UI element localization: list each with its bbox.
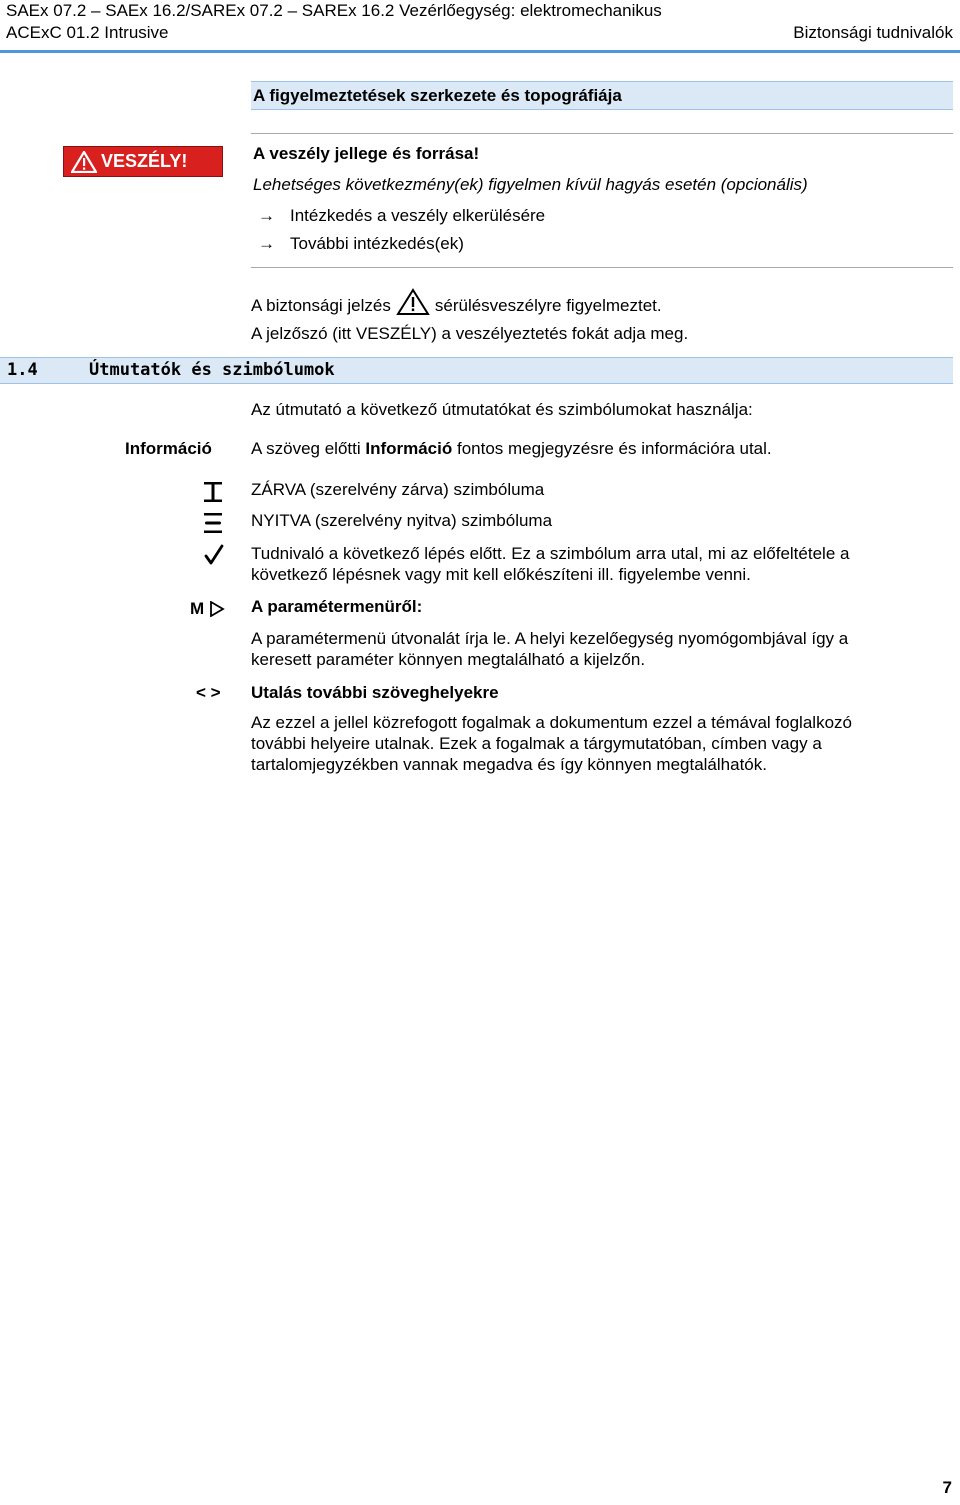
check-symbol-text-line2: következő lépésnek vagy mit kell előkészíteni ill. figyelembe venni.	[251, 565, 751, 584]
header-doc-title: SAEx 07.2 – SAEx 16.2/SAREx 07.2 – SAREx 16.2 Vezérlőegység: elektromechanikus	[6, 1, 662, 20]
measure-item	[258, 233, 464, 254]
parameter-menu-icon	[190, 598, 225, 619]
closed-symbol-text: ZÁRVA (szerelvény zárva) szimbóluma	[251, 480, 545, 499]
info-label: Információ	[125, 439, 212, 458]
hazard-type: A veszély jellege és forrása!	[253, 144, 480, 163]
reference-text-line3: tartalomjegyzékben vannak megadva és így könnyen megtalálhatók.	[251, 755, 767, 774]
hazard-consequence: Lehetséges következmény(ek) figyelmen kívül hagyás esetén (opcionális)	[253, 175, 808, 194]
signal-word-explanation: A jelzőszó (itt VESZÉLY) a veszélyeztetés fokát adja meg.	[251, 324, 689, 343]
section-title: Útmutatók és szimbólumok	[89, 360, 335, 380]
menu-title: A paramétermenüről:	[251, 597, 423, 616]
info-description: A szöveg előtti Információ fontos megjegyzésre és információra utal.	[251, 439, 772, 458]
menu-text-line1: A paramétermenü útvonalát írja le. A helyi kezelőegység nyomógombjával így a	[251, 629, 849, 648]
divider-top	[251, 133, 953, 134]
check-symbol-text-line1: Tudnivaló a következő lépés előtt. Ez a szimbólum arra utal, mi az előfeltétele a	[251, 544, 850, 563]
open-valve-icon	[200, 511, 226, 535]
closed-valve-icon	[200, 480, 226, 504]
section-heading-bar	[0, 357, 953, 384]
arrow-right-icon: →	[258, 234, 275, 253]
warning-structure-title: A figyelmeztetések szerkezete és topográfiája	[253, 86, 622, 105]
menu-text-line2: keresett paraméter könnyen megtalálható a kijelzőn.	[251, 650, 646, 669]
reference-symbol: < >	[196, 683, 221, 702]
play-triangle-icon	[209, 601, 225, 617]
measure-text: További intézkedés(ek)	[290, 234, 464, 253]
section-number: 1.4	[7, 360, 38, 380]
header-chapter-title: Biztonsági tudnivalók	[793, 23, 953, 42]
danger-badge-label: VESZÉLY!	[101, 151, 188, 171]
reference-title: Utalás további szöveghelyekre	[251, 683, 499, 702]
danger-badge	[63, 146, 223, 177]
header-rule	[0, 50, 960, 53]
safety-sign-text-before: A biztonsági jelzés	[251, 295, 391, 315]
safety-sign-text-after: sérülésveszélyre figyelmeztet.	[434, 295, 662, 315]
warning-structure-bar	[251, 81, 953, 110]
section-intro: Az útmutató a következő útmutatókat és szimbólumokat használja:	[251, 400, 753, 419]
safety-sign-sentence	[251, 291, 662, 319]
arrow-right-icon: →	[258, 206, 275, 225]
warning-triangle-icon	[396, 288, 430, 316]
page-number: 7	[942, 1478, 952, 1497]
open-symbol-text: NYITVA (szerelvény nyitva) szimbóluma	[251, 511, 553, 530]
header-doc-subtitle: ACExC 01.2 Intrusive	[6, 23, 169, 42]
menu-letter: M	[190, 599, 205, 618]
divider-bottom	[251, 267, 953, 268]
warning-triangle-icon	[71, 151, 97, 173]
reference-text-line1: Az ezzel a jellel közrefogott fogalmak a dokumentum ezzel a témával foglalkozó	[251, 713, 852, 732]
checkmark-icon	[202, 542, 226, 568]
measure-text: Intézkedés a veszély elkerülésére	[290, 206, 546, 225]
measure-item	[258, 205, 545, 226]
reference-text-line2: további helyeire utalnak. Ezek a fogalmak a tárgymutatóban, címben vagy a	[251, 734, 822, 753]
